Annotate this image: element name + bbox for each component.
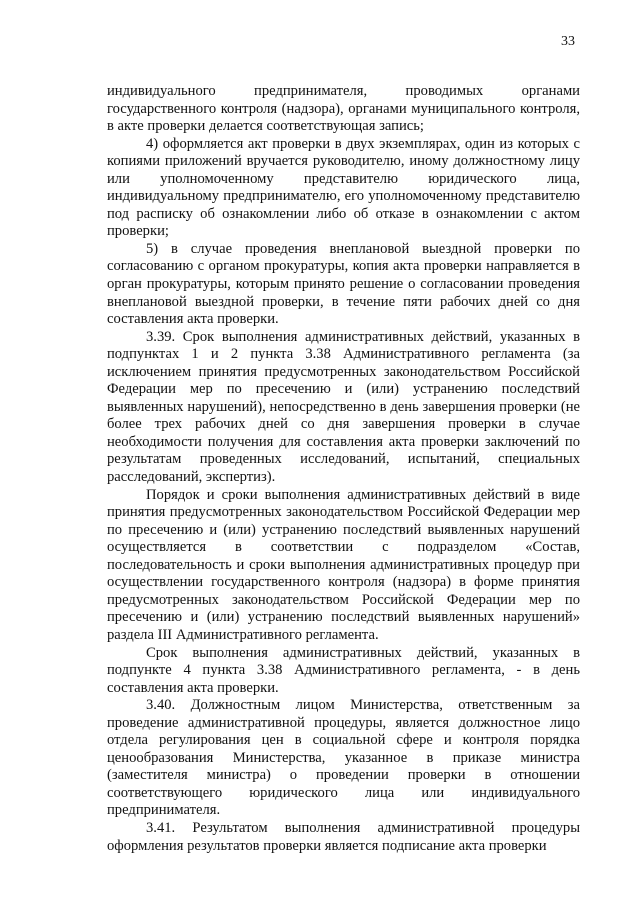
- paragraph-3-39: 3.39. Срок выполнения административных действий, указанных в подпунктах 1 и 2 пункта 3.38 Административного регламента (за исключением принятия предусмотренных законодательством Российской Федерации мер по пресечению и (или) устранению последствий выявленных нарушений), непосредственно в день завершения проверки (не более трех рабочих дней со дня завершения проверки в случае необходимости получения для составления акта проверки заключений по результатам проведенных исследований, испытаний, специальных расследований, экспертиз).: [107, 328, 580, 486]
- paragraph-3-40: 3.40. Должностным лицом Министерства, ответственным за проведение административной процедуры, является должностное лицо отдела регулирования цен в социальной сфере и контроля порядка ценообразования Министерства, указанное в приказе министра (заместителя министра) о проведении проверки в отношении соответствующего юридического лица или индивидуального предпринимателя.: [107, 697, 580, 819]
- page-number: 33: [561, 34, 575, 49]
- paragraph-continuation: индивидуального предпринимателя, проводимых органами государственного контроля (надзора), органами муниципального контроля, в акте проверки делается соответствующая запись;: [107, 83, 580, 135]
- paragraph-item-5: 5) в случае проведения внеплановой выездной проверки по согласованию с органом прокуратуры, копия акта проверки направляется в орган прокуратуры, которым принято решение о согласовании проведения внеплановой выездной проверки, в течение пяти рабочих дней со дня составления акта проверки.: [107, 240, 580, 328]
- body-text: [107, 83, 580, 855]
- paragraph-item-4: 4) оформляется акт проверки в двух экземплярах, один из которых с копиями приложений вручается руководителю, иному должностному лицу или уполномоченному представителю юридического лица, индивидуальному предпринимателю, его уполномоченному представителю под расписку об ознакомлении либо об отказе в ознакомлении с актом проверки;: [107, 135, 580, 240]
- paragraph-3-41: 3.41. Результатом выполнения административной процедуры оформления результатов проверки является подписание акта проверки: [107, 819, 580, 854]
- paragraph-procedure-order: Порядок и сроки выполнения административных действий в виде принятия предусмотренных законодательством Российской Федерации мер по пресечению и (или) устранению последствий выявленных нарушений осуществляется в соответствии с подразделом «Состав, последовательность и сроки выполнения административных процедур при осуществлении государственного контроля (надзора) в форме принятия предусмотренных законодательством Российской Федерации мер по пресечению и (или) устранению последствий выявленных нарушений» раздела III Административного регламента.: [107, 486, 580, 643]
- paragraph-deadline: Срок выполнения административных действий, указанных в подпункте 4 пункта 3.38 Административного регламента, - в день составления акта проверки.: [107, 644, 580, 696]
